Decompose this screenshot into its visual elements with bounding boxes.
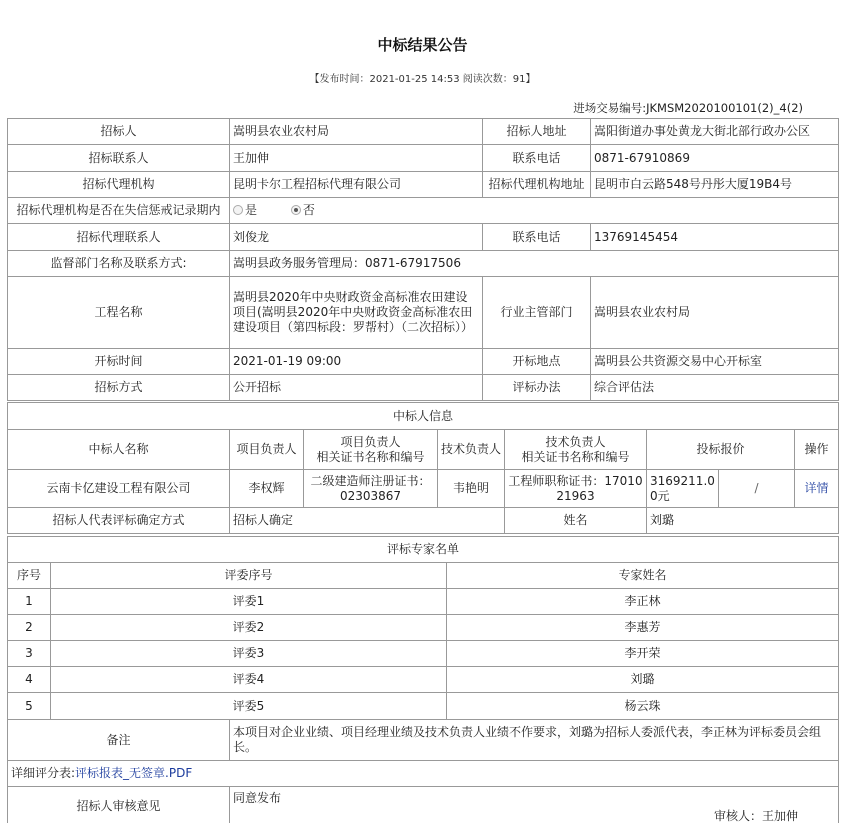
detail-link[interactable]: 详情	[804, 481, 829, 495]
bid-header: 投标报价	[647, 430, 795, 470]
reviewer-name: 审核人：王加伸	[713, 809, 798, 823]
expert-no-header: 序号	[8, 563, 51, 589]
supervisor-value: 嵩明县政务服务管理局：0871-67917506	[230, 251, 839, 277]
tenderer-contact-label: 招标联系人	[8, 145, 230, 172]
agency-contact-label: 招标代理联系人	[8, 224, 230, 251]
review-value-cell	[230, 787, 839, 823]
eval-method-label: 评标办法	[483, 375, 591, 401]
tenderer-address-value: 嵩阳街道办事处黄龙大街北部行政办公区	[591, 119, 839, 145]
table-row	[8, 667, 839, 693]
detail-score-row	[8, 761, 839, 787]
agency-label: 招标代理机构	[8, 172, 230, 198]
tech-value: 韦艳明	[438, 470, 505, 508]
agency-contact-value: 刘俊龙	[230, 224, 483, 251]
table-row	[8, 641, 839, 667]
agency-address-label: 招标代理机构地址	[483, 172, 591, 198]
detail-cell	[795, 470, 839, 508]
bid-extra-value: /	[719, 470, 795, 508]
agency-value: 昆明卡尔工程招标代理有限公司	[230, 172, 483, 198]
pm-cert-header: 项目负责人 相关证书名称和编号	[304, 430, 438, 470]
tenderer-phone-value: 0871-67910869	[591, 145, 839, 172]
project-name-label: 工程名称	[8, 277, 230, 349]
expert-seq: 评委3	[51, 641, 447, 667]
expert-name: 杨云珠	[447, 693, 839, 720]
winner-section-title: 中标人信息	[8, 403, 839, 430]
expert-no: 3	[8, 641, 51, 667]
bid-value: 3169211.00元	[647, 470, 719, 508]
radio-no-icon[interactable]	[291, 205, 301, 215]
agency-address-value: 昆明市白云路548号丹彤大厦19B4号	[591, 172, 839, 198]
table-row	[8, 693, 839, 720]
open-time-label: 开标时间	[8, 349, 230, 375]
project-name-value: 嵩明县2020年中央财政资金高标准农田建设项目(嵩明县2020年中央财政资金高标准农田建设项目（第四标段：罗帮村）（二次招标））	[230, 277, 483, 349]
trade-number: 进场交易编号:JKMSM2020100101(2)_4(2)	[573, 101, 803, 115]
blacklist-no-label: 否	[302, 203, 315, 217]
rep-method-label: 招标人代表评标确定方式	[8, 508, 230, 534]
pm-header: 项目负责人	[230, 430, 304, 470]
radio-yes-icon[interactable]	[233, 205, 243, 215]
winner-table	[7, 402, 839, 534]
publish-info: 【发布时间：2021-01-25 14:53 阅读次数：91】	[309, 74, 536, 85]
tech-cert-value: 工程师职称证书：1701021963	[505, 470, 647, 508]
agency-phone-label: 联系电话	[483, 224, 591, 251]
expert-name: 李惠芳	[447, 615, 839, 641]
tech-header: 技术负责人	[438, 430, 505, 470]
tech-cert-header: 技术负责人 相关证书名称和编号	[505, 430, 647, 470]
footer-table	[7, 719, 839, 823]
expert-seq: 评委1	[51, 589, 447, 615]
expert-name: 李开荣	[447, 641, 839, 667]
expert-seq: 评委2	[51, 615, 447, 641]
supervisor-label: 监督部门名称及联系方式:	[8, 251, 230, 277]
detail-score-file-link[interactable]: 评标报表_无签章.PDF	[75, 766, 193, 780]
expert-name: 李正林	[447, 589, 839, 615]
pm-cert-value: 二级建造师注册证书：02303867	[304, 470, 438, 508]
agency-phone-value: 13769145454	[591, 224, 839, 251]
expert-seq: 评委5	[51, 693, 447, 720]
pm-value: 李权辉	[230, 470, 304, 508]
table-row	[8, 589, 839, 615]
review-label: 招标人审核意见	[8, 787, 230, 823]
expert-name-header: 专家姓名	[447, 563, 839, 589]
review-value: 同意发布	[233, 791, 282, 805]
expert-section-title: 评标专家名单	[8, 537, 839, 563]
rep-method-value: 招标人确定	[230, 508, 505, 534]
page-title: 中标结果公告	[377, 36, 468, 54]
blacklist-options	[230, 198, 839, 224]
remark-value: 本项目对企业业绩、项目经理业绩及技术负责人业绩不作要求，刘璐为招标人委派代表，李正林为评标委员会组长。	[230, 720, 839, 761]
blacklist-label: 招标代理机构是否在失信惩戒记录期内	[8, 198, 230, 224]
open-time-value: 2021-01-19 09:00	[230, 349, 483, 375]
expert-no: 1	[8, 589, 51, 615]
rep-name-label: 姓名	[505, 508, 647, 534]
tender-info-table	[7, 118, 839, 401]
tenderer-value: 嵩明县农业农村局	[230, 119, 483, 145]
expert-seq-header: 评委序号	[51, 563, 447, 589]
tender-method-value: 公开招标	[230, 375, 483, 401]
rep-name-value: 刘璐	[647, 508, 839, 534]
expert-no: 2	[8, 615, 51, 641]
detail-score-label: 详细评分表:	[11, 766, 76, 780]
open-place-label: 开标地点	[483, 349, 591, 375]
winner-name-header: 中标人名称	[8, 430, 230, 470]
tenderer-contact-value: 王加伸	[230, 145, 483, 172]
eval-method-value: 综合评估法	[591, 375, 839, 401]
blacklist-yes-label: 是	[245, 203, 258, 217]
table-row	[8, 615, 839, 641]
winner-name-value: 云南卡亿建设工程有限公司	[8, 470, 230, 508]
expert-no: 5	[8, 693, 51, 720]
expert-table	[7, 536, 839, 720]
expert-no: 4	[8, 667, 51, 693]
industry-value: 嵩明县农业农村局	[591, 277, 839, 349]
tenderer-phone-label: 联系电话	[483, 145, 591, 172]
industry-label: 行业主管部门	[483, 277, 591, 349]
operation-header: 操作	[795, 430, 839, 470]
remark-label: 备注	[8, 720, 230, 761]
expert-name: 刘璐	[447, 667, 839, 693]
open-place-value: 嵩明县公共资源交易中心开标室	[591, 349, 839, 375]
expert-seq: 评委4	[51, 667, 447, 693]
tenderer-label: 招标人	[8, 119, 230, 145]
tender-method-label: 招标方式	[8, 375, 230, 401]
tenderer-address-label: 招标人地址	[483, 119, 591, 145]
